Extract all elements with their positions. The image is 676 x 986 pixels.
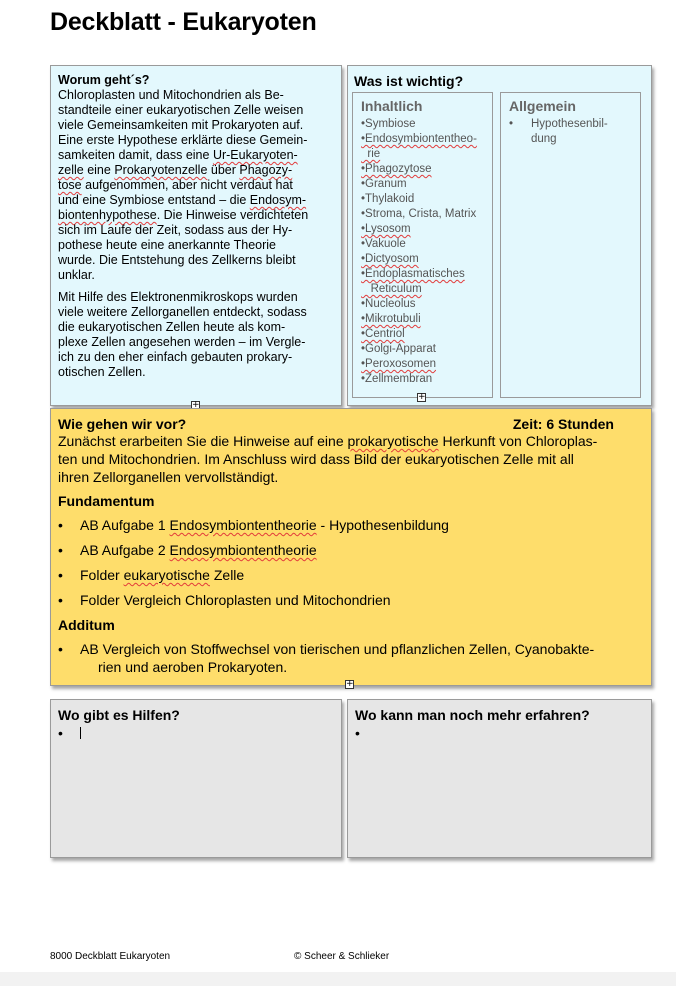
hilfen-heading: Wo gibt es Hilfen? [58,707,180,723]
list-item: •Lysosom [361,223,411,235]
bullet-icon: • [58,567,63,583]
list-item: •Zellmembran [361,373,433,385]
allgemein-heading: Allgemein [509,98,576,114]
list-item: • AB Vergleich von Stoffwechsel von tierischen und pflanzlichen Zellen, Cyanobakte- rien und aeroben Prokaryoten. [58,641,595,675]
fundamentum-list [58,516,644,609]
inhaltlich-heading: Inhaltlich [361,98,423,114]
list-item: •Symbiose [361,118,416,130]
list-item: •Peroxosomen [361,358,436,370]
list-item: •Endosymbiontentheo- [361,133,477,145]
footer-copyright: © Scheer & Schlieker [294,951,390,962]
bullet-icon: • [355,725,360,741]
list-item: Reticulum [361,283,422,295]
hilfen-bullet-item[interactable] [58,725,334,741]
list-item: • Folder eukaryotische Zelle [58,567,245,583]
page-title: Deckblatt - Eukaryoten [50,8,317,36]
list-item: •Dictyosom [361,253,419,265]
list-item: •Nucleolus [361,298,416,310]
bullet-icon: • [58,725,63,741]
list-item: •Mikrotubuli [361,313,421,325]
text-cursor-icon [80,727,81,739]
allgemein-panel[interactable] [500,92,641,398]
list-item: • Hypothesenbil- [509,118,608,130]
list-item: dung [531,133,557,145]
mehr-bullet-item[interactable] [355,725,644,741]
list-item: •Centriol [361,328,405,340]
zeit-label: Zeit: 6 Stunden [512,416,614,432]
vorgehen-intro: Zunächst erarbeiten Sie die Hinweise auf eine prokaryotische Herkunft von Chloroplas- ten und Mitochondrien. Im Anschluss wird dass Bild der eukaryotischen Zelle mit all ihren Zellorganellen vervollständigt. [58,433,598,485]
worum-heading: Worum geht´s? [58,73,150,87]
list-item: rie [361,148,381,160]
worum-paragraph-2: Mit Hilfe des Elektronenmikroskops wurden viele weitere Zellorganellen entdeckt, sodass die eukaryotischen Zellen heute als kom- plexe Zellen angesehen werden – im Vergle- ich zu den eher einfach gebauten prokary- otischen Zellen. [58,290,307,379]
wichtig-box[interactable] [347,65,652,406]
list-item: • AB Aufgabe 1 Endosymbiontentheorie - Hypothesenbildung [58,517,449,533]
bullet-icon: • [58,517,63,533]
additum-heading: Additum [58,617,115,633]
vorgehen-box[interactable] [50,408,652,686]
mehr-box[interactable] [347,699,652,858]
inhaltlich-panel[interactable] [352,92,493,398]
list-item: •Vakuole [361,238,406,250]
bullet-icon: • [509,118,514,130]
vorgehen-header [58,416,644,432]
list-item: •Stroma, Crista, Matrix [361,208,477,220]
inhaltlich-list [361,117,492,387]
bullet-icon: • [58,592,63,608]
bullet-icon: • [58,542,63,558]
additum-list [58,640,644,676]
list-item: •Thylakoid [361,193,415,205]
wichtig-heading: Was ist wichtig? [354,73,464,89]
list-item: •Phagozytose [361,163,432,175]
bullet-icon: • [58,641,63,657]
vorgehen-heading: Wie gehen wir vor? [58,416,187,432]
allgemein-list [509,117,640,147]
footer-left: 8000 Deckblatt Eukaryoten [50,951,171,962]
list-item: • AB Aufgabe 2 Endosymbiontentheorie [58,542,317,558]
expand-handle-icon[interactable] [417,393,426,402]
list-item: •Endoplasmatisches [361,268,465,280]
worum-paragraph-1: Chloroplasten und Mitochondrien als Be- standteile einer eukaryotischen Zelle weisen viele Gemeinsamkeiten mit Prokaryoten auf. Eine erste Hypothese erklärte diese Gemein- samkeiten damit, dass eine Ur-Eukaryoten- zelle eine Prokaryotenzelle über Phagozy- tose aufgenommen, aber nicht verdaut hat und eine Symbiose entstand – die Endosym- biontenhypothese. Die Hinweise verdichteten sich im Laufe der Zeit, sodass aus der Hy- pothese heute eine anerkannte Theorie wurde. Die Entstehung des Zellkerns bleibt unklar. [58,88,309,282]
list-item: •Granum [361,178,407,190]
worum-box[interactable] [50,65,342,406]
mehr-heading: Wo kann man noch mehr erfahren? [355,707,590,723]
list-item: •Golgi-Apparat [361,343,436,355]
expand-handle-icon[interactable] [345,680,354,689]
page-bottom-strip [0,972,676,986]
list-item: • Folder Vergleich Chloroplasten und Mitochondrien [58,592,391,608]
fundamentum-heading: Fundamentum [58,493,155,509]
hilfen-box[interactable] [50,699,342,858]
